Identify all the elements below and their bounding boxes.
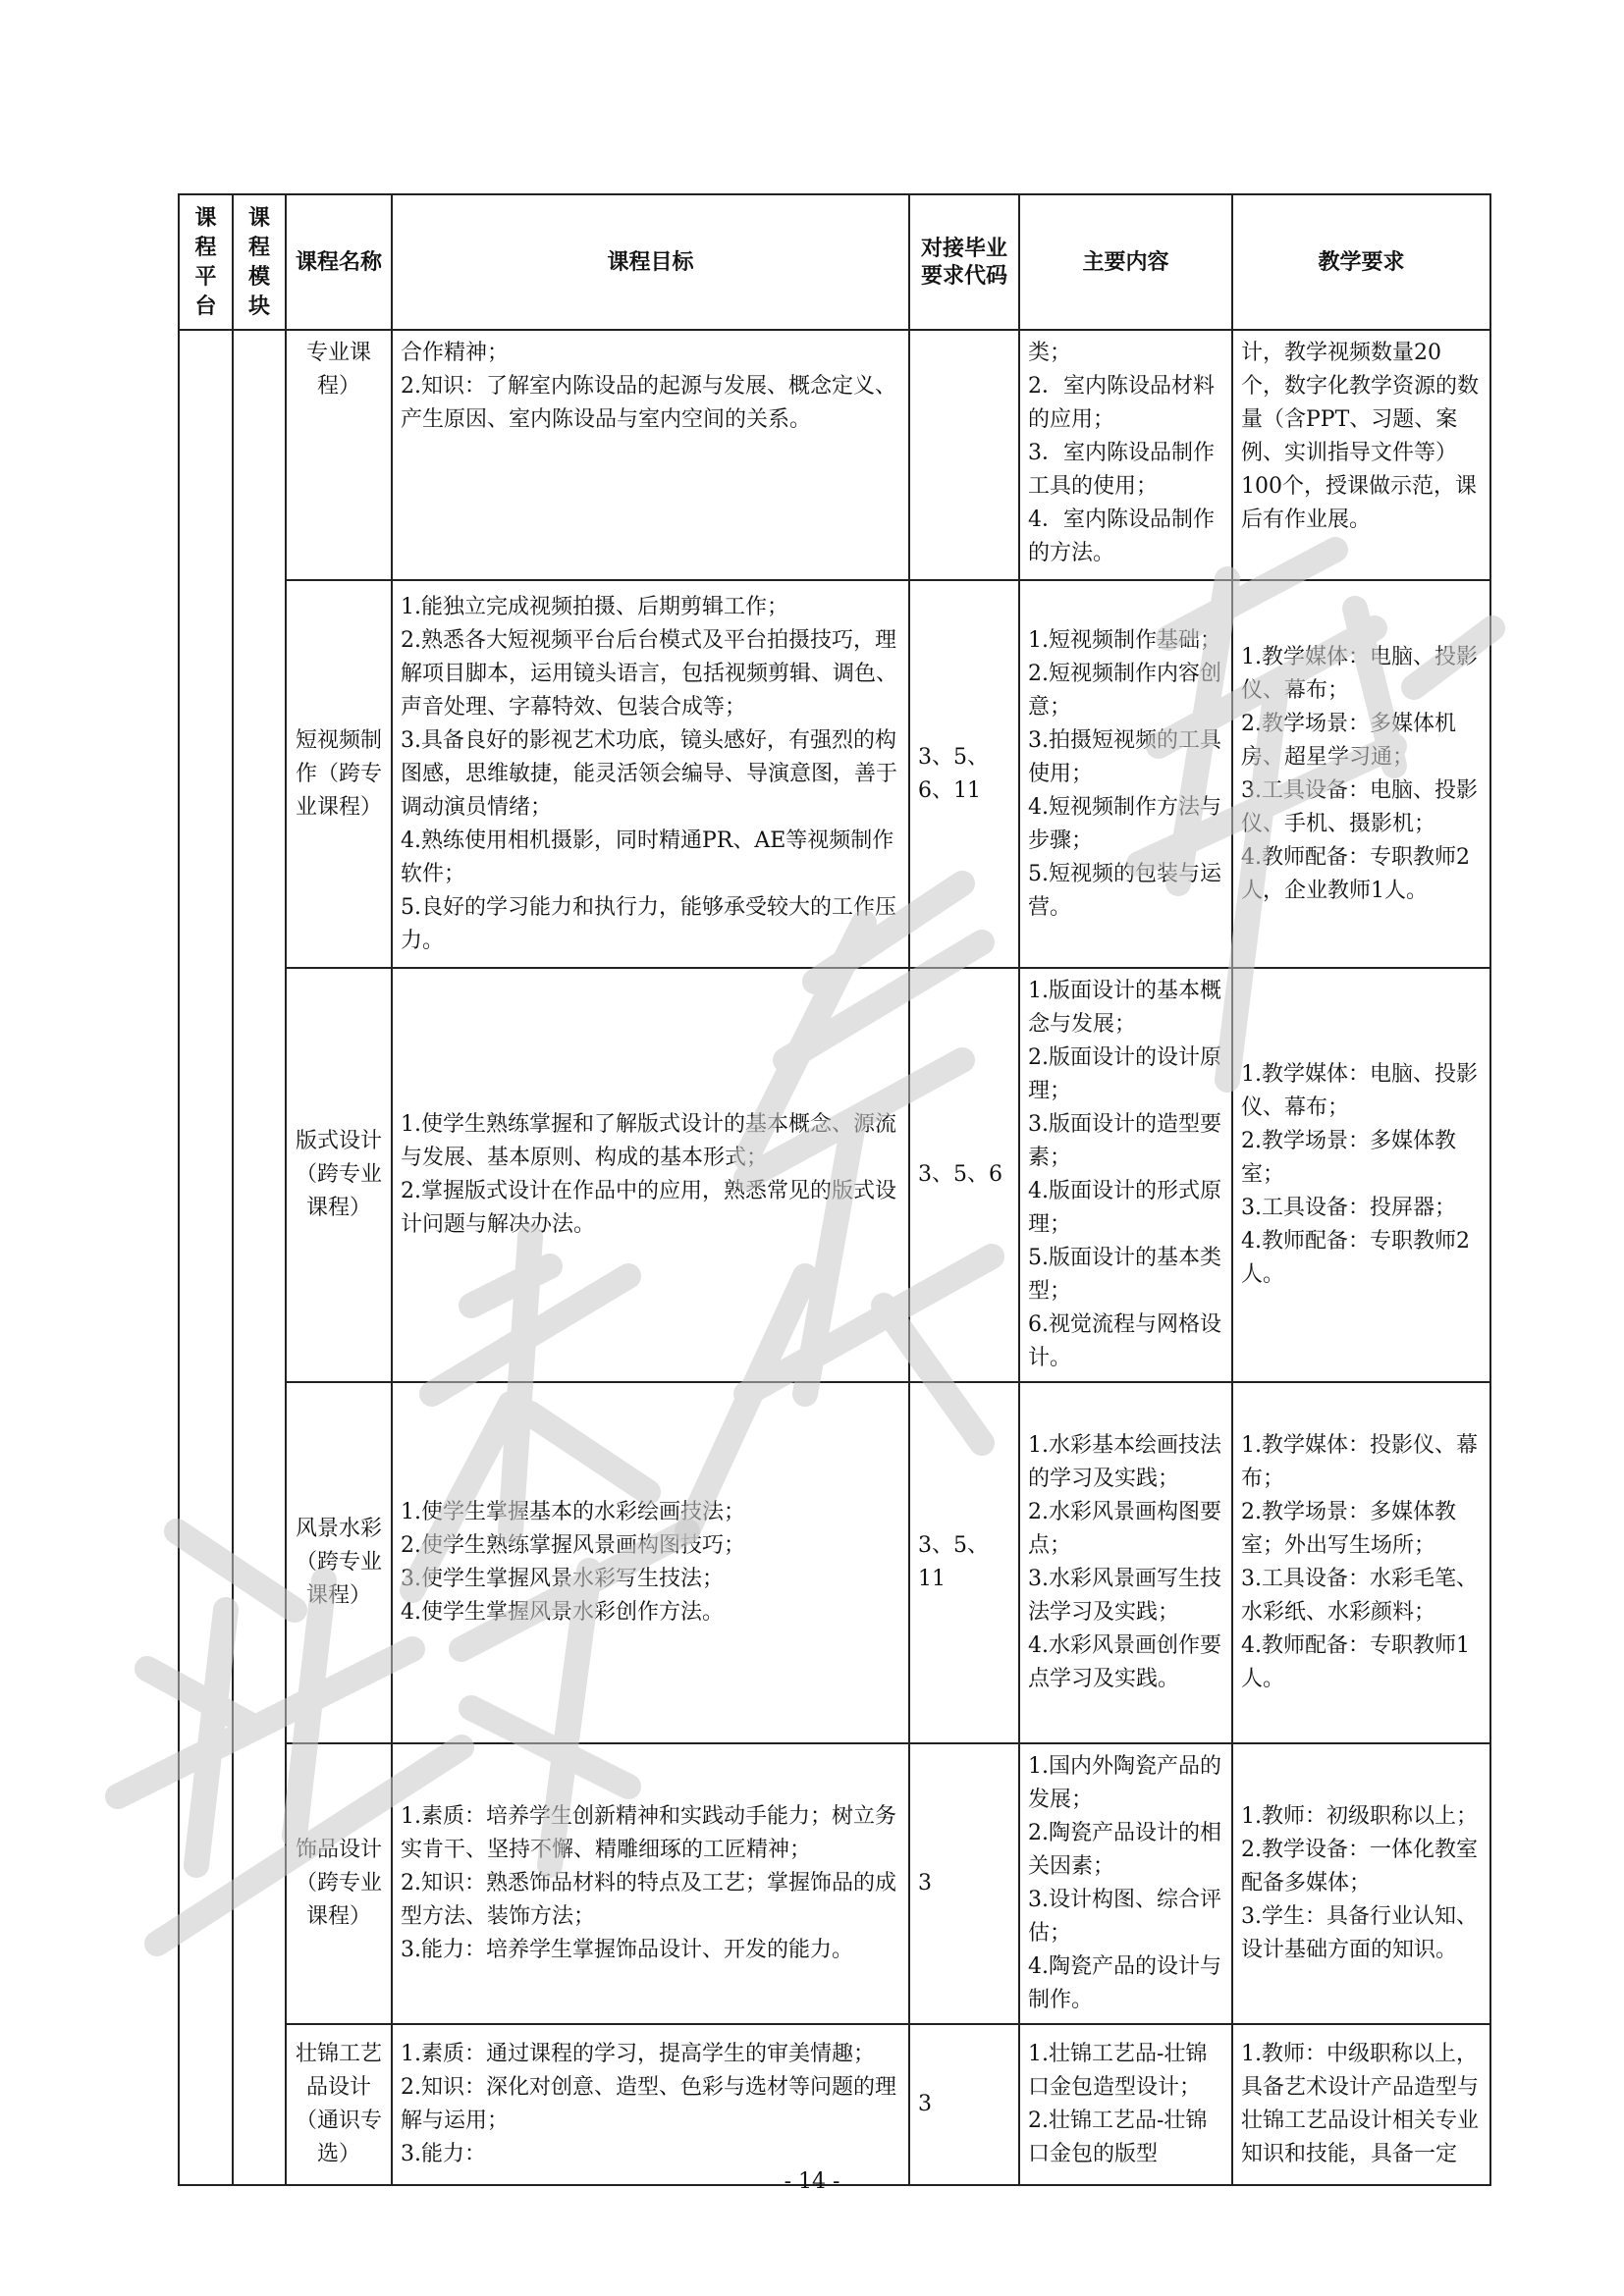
main-content: 1.短视频制作基础； 2.短视频制作内容创意； 3.拍摄短视频的工具使用； 4.短视频制作方法与步骤； 5.短视频的包装与运营。 bbox=[1019, 580, 1232, 968]
module-cell bbox=[233, 330, 286, 2185]
header-teaching-req: 教学要求 bbox=[1232, 194, 1490, 330]
header-course-goal: 课程目标 bbox=[392, 194, 909, 330]
header-course-name: 课程名称 bbox=[286, 194, 392, 330]
main-content: 1.国内外陶瓷产品的发展； 2.陶瓷产品设计的相关因素； 3.设计构图、综合评估； 4.陶瓷产品的设计与制作。 bbox=[1019, 1743, 1232, 2024]
course-goal: 1.素质：通过课程的学习，提高学生的审美情趣； 2.知识：深化对创意、造型、色彩与选材等问题的理解与运用； 3.能力： bbox=[392, 2024, 909, 2185]
table-row bbox=[179, 580, 1490, 968]
table-row bbox=[179, 330, 1490, 580]
teaching-requirement: 1.教师：中级职称以上，具备艺术设计产品造型与壮锦工艺品设计相关专业知识和技能，具备一定 bbox=[1232, 2024, 1490, 2185]
table-row bbox=[179, 2024, 1490, 2185]
requirement-code: 3、5、6 bbox=[909, 968, 1019, 1382]
main-content: 类； 2．室内陈设品材料的应用； 3．室内陈设品制作工具的使用； 4．室内陈设品制作的方法。 bbox=[1019, 330, 1232, 580]
page-number: - 14 - bbox=[784, 2169, 840, 2194]
course-goal: 合作精神； 2.知识：了解室内陈设品的起源与发展、概念定义、产生原因、室内陈设品与室内空间的关系。 bbox=[392, 330, 909, 580]
main-content: 1.壮锦工艺品-壮锦口金包造型设计； 2.壮锦工艺品-壮锦口金包的版型 bbox=[1019, 2024, 1232, 2185]
requirement-code: 3、5、11 bbox=[909, 1382, 1019, 1743]
course-goal: 1.素质：培养学生创新精神和实践动手能力；树立务实肯干、坚持不懈、精雕细琢的工匠精神； 2.知识：熟悉饰品材料的特点及工艺；掌握饰品的成型方法、装饰方法； 3.能力：培养学生掌握饰品设计、开发的能力。 bbox=[392, 1743, 909, 2024]
main-content: 1.版面设计的基本概念与发展； 2.版面设计的设计原理； 3.版面设计的造型要素； 4.版面设计的形式原理； 5.版面设计的基本类型； 6.视觉流程与网格设计。 bbox=[1019, 968, 1232, 1382]
course-name: 饰品设计（跨专业课程） bbox=[286, 1743, 392, 2024]
header-row bbox=[179, 194, 1490, 330]
course-name: 专业课程） bbox=[286, 330, 392, 580]
course-name: 壮锦工艺品设计（通识专选） bbox=[286, 2024, 392, 2185]
requirement-code bbox=[909, 330, 1019, 580]
requirement-code: 3 bbox=[909, 2024, 1019, 2185]
header-main-content: 主要内容 bbox=[1019, 194, 1232, 330]
platform-cell bbox=[179, 330, 233, 2185]
header-requirement-code: 对接毕业要求代码 bbox=[909, 194, 1019, 330]
teaching-requirement: 1.教学媒体：投影仪、幕布； 2.教学场景：多媒体教室；外出写生场所； 3.工具设备：水彩毛笔、水彩纸、水彩颜料； 4.教师配备：专职教师1人。 bbox=[1232, 1382, 1490, 1743]
course-table bbox=[178, 193, 1491, 2186]
header-platform: 课程平台 bbox=[179, 194, 233, 330]
teaching-requirement: 计，教学视频数量20个，数字化教学资源的数量（含PPT、习题、案例、实训指导文件等）100个，授课做示范，课后有作业展。 bbox=[1232, 330, 1490, 580]
main-content: 1.水彩基本绘画技法的学习及实践； 2.水彩风景画构图要点； 3.水彩风景画写生技法学习及实践； 4.水彩风景画创作要点学习及实践。 bbox=[1019, 1382, 1232, 1743]
requirement-code: 3 bbox=[909, 1743, 1019, 2024]
table-row bbox=[179, 1382, 1490, 1743]
course-goal: 1.使学生熟练掌握和了解版式设计的基本概念、源流与发展、基本原则、构成的基本形式； 2.掌握版式设计在作品中的应用，熟悉常见的版式设计问题与解决办法。 bbox=[392, 968, 909, 1382]
course-name: 短视频制作（跨专业课程） bbox=[286, 580, 392, 968]
header-module: 课程模块 bbox=[233, 194, 286, 330]
teaching-requirement: 1.教学媒体：电脑、投影仪、幕布； 2.教学场景：多媒体机房、超星学习通； 3.工具设备：电脑、投影仪、手机、摄影机； 4.教师配备：专职教师2人，企业教师1人。 bbox=[1232, 580, 1490, 968]
course-name: 风景水彩（跨专业课程） bbox=[286, 1382, 392, 1743]
course-goal: 1.能独立完成视频拍摄、后期剪辑工作； 2.熟悉各大短视频平台后台模式及平台拍摄技巧，理解项目脚本，运用镜头语言，包括视频剪辑、调色、声音处理、字幕特效、包装合成等； 3.具备良好的影视艺术功底，镜头感好，有强烈的构图感，思维敏捷，能灵活领会编导、导演意图，善于调动演员情绪； 4.熟练使用相机摄影，同时精通PR、AE等视频制作软件； 5.良好的学习能力和执行力，能够承受较大的工作压力。 bbox=[392, 580, 909, 968]
course-name: 版式设计（跨专业课程） bbox=[286, 968, 392, 1382]
course-goal: 1.使学生掌握基本的水彩绘画技法； 2.使学生熟练掌握风景画构图技巧； 3.使学生掌握风景水彩写生技法； 4.使学生掌握风景水彩创作方法。 bbox=[392, 1382, 909, 1743]
table-row bbox=[179, 968, 1490, 1382]
table-row bbox=[179, 1743, 1490, 2024]
teaching-requirement: 1.教学媒体：电脑、投影仪、幕布； 2.教学场景：多媒体教室； 3.工具设备：投屏器； 4.教师配备：专职教师2人。 bbox=[1232, 968, 1490, 1382]
requirement-code: 3、5、6、11 bbox=[909, 580, 1019, 968]
teaching-requirement: 1.教师：初级职称以上； 2.教学设备：一体化教室配备多媒体； 3.学生：具备行业认知、设计基础方面的知识。 bbox=[1232, 1743, 1490, 2024]
